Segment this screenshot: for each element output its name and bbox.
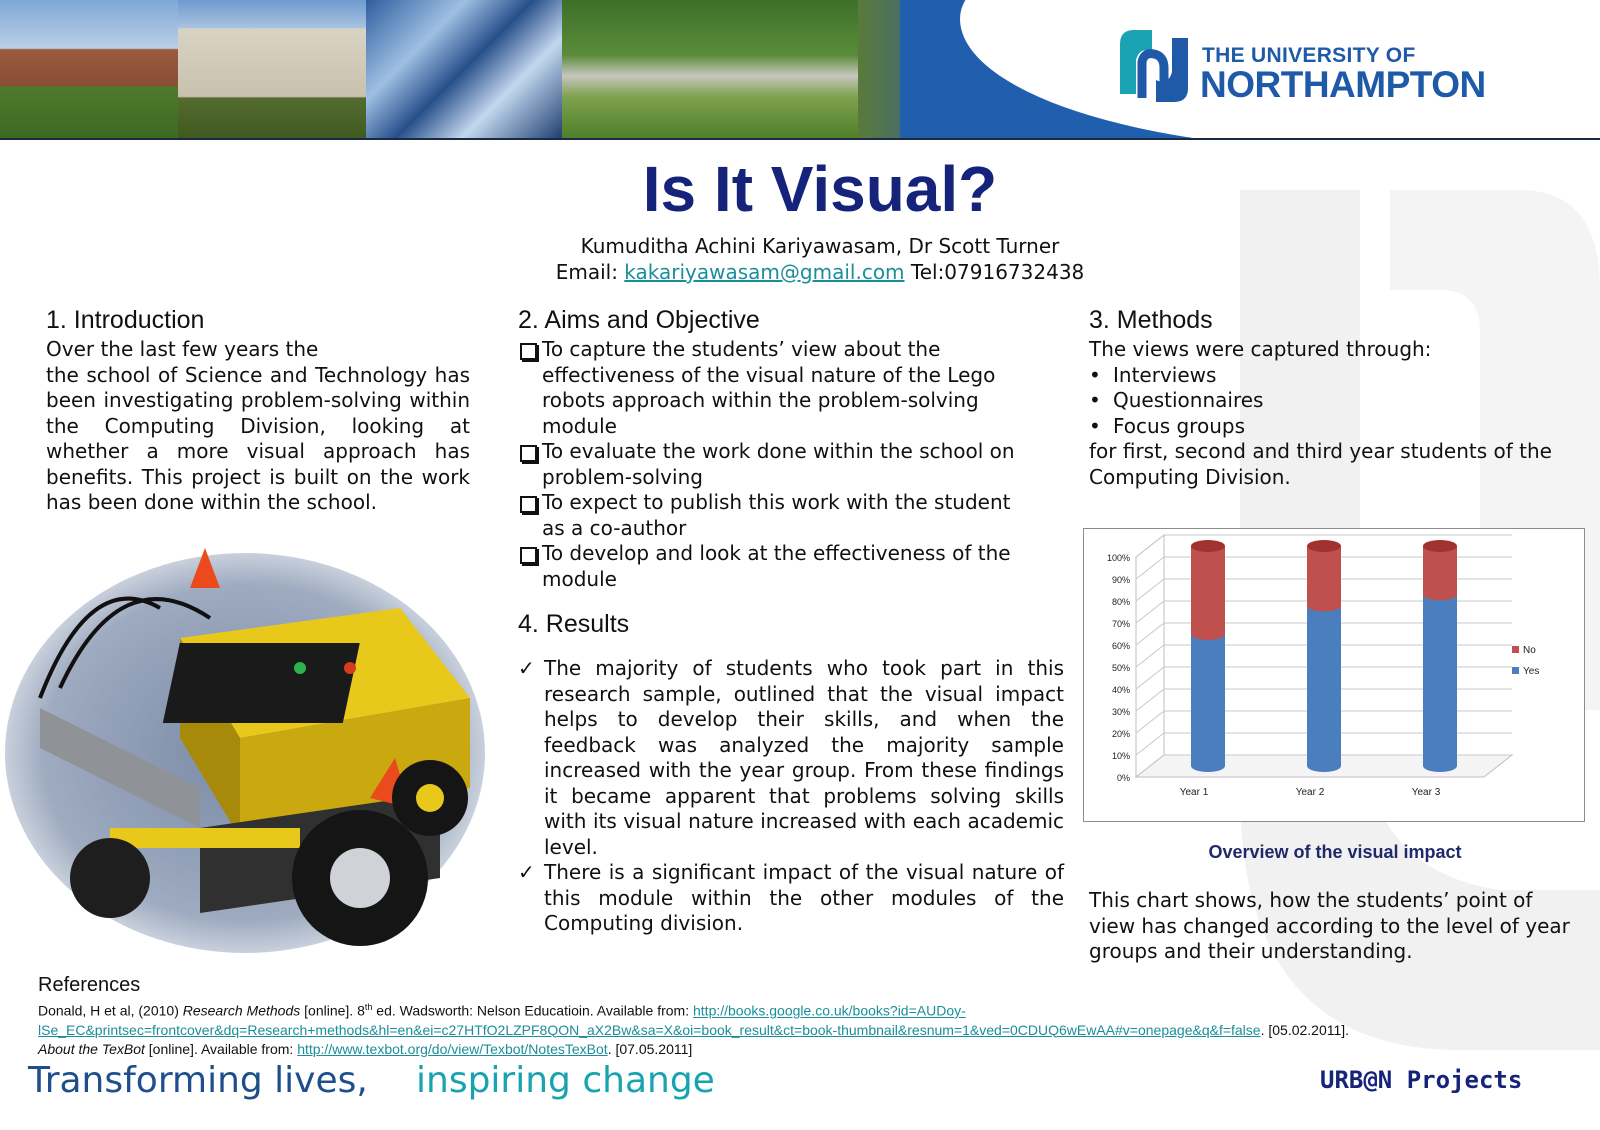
contact-line <box>0 260 1600 284</box>
checkmark-icon: ✓ <box>518 656 535 680</box>
aims-item: To evaluate the work done within the school on problem-solving <box>518 439 1038 490</box>
introduction-line-2: the school of Science and Technology has been investigating problem-solving within the Computing Division, looking at whether a more visual approach has benefits. This project is built on the work has been done within the school. <box>46 362 470 514</box>
results-item <box>518 656 1064 860</box>
footer-slogan-part2: inspiring change <box>416 1060 715 1101</box>
chart-bar-segment <box>1191 546 1225 634</box>
campus-photo-glass-building <box>366 0 562 138</box>
campus-photo-brick-building <box>0 0 178 138</box>
aims-item: To capture the students’ view about the effectiveness of the visual nature of the Lego robots approach within the problem-solving module <box>518 337 1038 439</box>
chart-y-tick-label: 90% <box>1111 575 1130 585</box>
aims-list <box>518 337 1038 592</box>
chart-bar-top <box>1307 540 1341 552</box>
checkmark-icon: ✓ <box>518 860 535 884</box>
chart-bar-segment <box>1191 634 1225 766</box>
chart-caption: Overview of the visual impact <box>1208 842 1462 862</box>
chart-bar-segment <box>1307 546 1341 605</box>
chart-y-tick-label: 80% <box>1111 597 1130 607</box>
header-banner <box>0 0 1600 140</box>
reference-1-link-continued[interactable]: lSe_EC&printsec=frontcover&dq=Research+methods&hl=en&ei=c27HTfO2LZPF8QON_aX2Bw&sa=X&oi=book_result&ct=book-thumbnail&resnum=1&ved=0CDUQ6wEwAA#v=onepage&q&f=false <box>38 1021 1261 1038</box>
results-chart <box>1084 529 1584 821</box>
chart-bar-segment <box>1307 605 1341 766</box>
chart-bar-base <box>1307 760 1341 772</box>
university-logo-icon <box>1112 24 1196 108</box>
chart-bar-segment <box>1423 546 1457 594</box>
chart-bar-base <box>1423 760 1457 772</box>
methods-intro: The views were captured through: <box>1089 337 1432 361</box>
aims-item: To develop and look at the effectiveness of the module <box>518 541 1038 592</box>
introduction-line-1: Over the last few years the <box>46 337 319 361</box>
results-item-text: There is a significant impact of the visual nature of this module within the other modules of the Computing division. <box>544 860 1064 935</box>
chart-bar-top <box>1191 540 1225 552</box>
chart-y-tick-label: 30% <box>1111 707 1130 717</box>
chart-bar-base <box>1191 760 1225 772</box>
chart-note: This chart shows, how the students’ point of view has changed according to the level of year groups and their understanding. <box>1089 888 1570 963</box>
chart-x-tick-label: Year 3 <box>1411 787 1441 798</box>
campus-photo-columned-building <box>178 0 366 138</box>
reference-2-date: . [07.05.2011] <box>607 1040 693 1057</box>
reference-2-title: About the TexBot <box>38 1040 145 1057</box>
university-name-line2: NORTHAMPTON <box>1200 64 1486 105</box>
chart-y-tick-label: 50% <box>1111 663 1130 673</box>
introduction-text <box>46 337 470 516</box>
reference-1-publisher: ed. Wadsworth: Nelson Educatioin. Available from: <box>372 1002 693 1019</box>
reference-1-date: . [05.02.2011]. <box>1260 1021 1350 1038</box>
chart-y-tick-label: 100% <box>1106 553 1130 563</box>
chart-bar-top <box>1423 540 1457 552</box>
chart-y-tick-label: 10% <box>1111 751 1130 761</box>
reference-1-line-2 <box>38 1021 1598 1040</box>
chart-x-tick-label: Year 1 <box>1179 787 1209 798</box>
chart-bar-segment <box>1423 594 1457 766</box>
chart-y-tick-label: 40% <box>1111 685 1130 695</box>
reference-2 <box>38 1040 1598 1059</box>
methods-outro: for first, second and third year students of the Computing Division. <box>1089 439 1552 489</box>
reference-1-link[interactable]: http://books.google.co.uk/books?id=AUDoy- <box>693 1002 966 1019</box>
methods-item: • Questionnaires <box>1089 388 1589 414</box>
footer-projects-label: URB@N Projects <box>1320 1066 1523 1094</box>
chart-legend-swatch <box>1512 667 1519 674</box>
chart-y-tick-label: 60% <box>1111 641 1130 651</box>
results-item-text: The majority of students who took part in this research sample, outlined that the visual impact helps to develop their skills, and when the feedback was analyzed the majority sample increased with the year group. From these findings it became apparent that problems solving skills with its visual nature increased with each academic level. <box>544 656 1064 859</box>
chart-legend-label: Yes <box>1523 666 1540 677</box>
reference-1-title: Research Methods <box>182 1002 301 1019</box>
reference-1-author: Donald, H et al, (2010) <box>38 1002 183 1019</box>
telephone: Tel:07916732438 <box>910 260 1085 284</box>
chart-y-tick-label: 20% <box>1111 729 1130 739</box>
results-item <box>518 860 1064 937</box>
email-link[interactable]: kakariyawasam@gmail.com <box>624 260 905 284</box>
chart-y-tick-label: 0% <box>1116 773 1130 783</box>
chart-legend-swatch <box>1512 646 1519 653</box>
aims-item: To expect to publish this work with the student as a co-author <box>518 490 1038 541</box>
authors: Kumuditha Achini Kariyawasam, Dr Scott Turner <box>580 234 1060 258</box>
introduction-heading: 1. Introduction <box>46 306 205 334</box>
reference-2-availability: [online]. Available from: <box>144 1040 298 1057</box>
methods-item: • Interviews <box>1089 363 1589 389</box>
university-name-line1: THE UNIVERSITY OF <box>1202 44 1416 67</box>
reference-2-link[interactable]: http://www.texbot.org/do/view/Texbot/NotesTexBot <box>297 1040 608 1057</box>
lego-robot-image <box>0 548 490 958</box>
methods-text <box>1089 337 1589 490</box>
results-list <box>518 656 1064 937</box>
results-chart-frame <box>1083 528 1585 822</box>
results-heading: 4. Results <box>518 610 630 638</box>
campus-photo-park <box>562 0 858 138</box>
chart-y-tick-label: 70% <box>1111 619 1130 629</box>
email-label: Email: <box>555 260 618 284</box>
references-heading: References <box>38 974 141 996</box>
poster-title: Is It Visual? <box>642 153 998 225</box>
aims-heading: 2. Aims and Objective <box>518 306 760 334</box>
chart-x-tick-label: Year 2 <box>1295 787 1325 798</box>
chart-legend-label: No <box>1523 645 1536 656</box>
methods-heading: 3. Methods <box>1089 306 1213 334</box>
reference-1-line-1 <box>38 998 1598 1021</box>
footer-slogan-part1: Transforming lives, <box>28 1060 368 1101</box>
methods-item: • Focus groups <box>1089 414 1589 440</box>
reference-1-edition: [online]. 8 <box>300 1002 365 1019</box>
reference-1-edition-suffix: th <box>364 1002 373 1012</box>
references-list <box>38 998 1598 1059</box>
methods-list <box>1089 363 1589 440</box>
